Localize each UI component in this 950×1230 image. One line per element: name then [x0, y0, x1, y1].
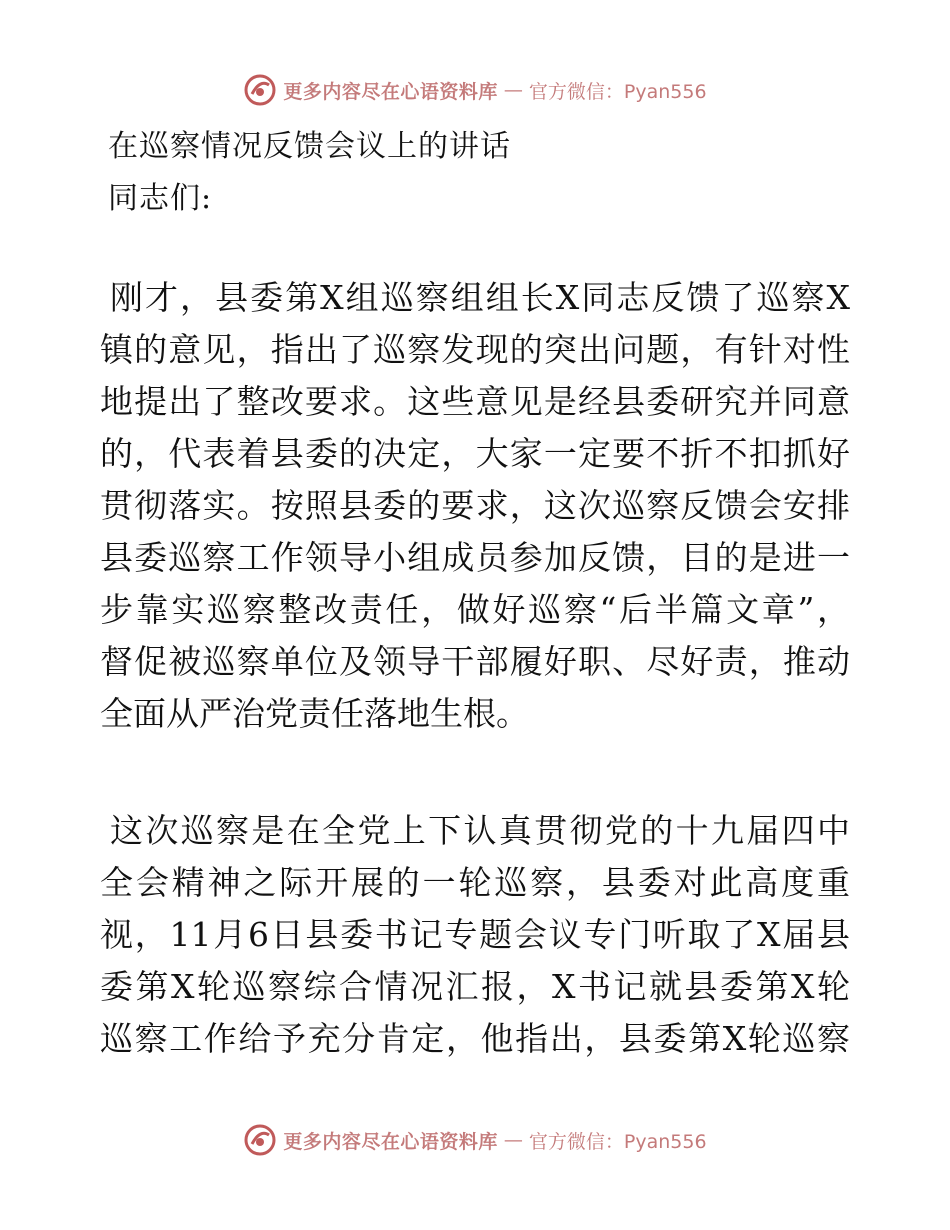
watermark-separator: — [503, 79, 523, 101]
paragraph-line: 的，代表着县委的决定，大家一定要不折不扣抓好 [100, 434, 850, 473]
paragraph-line: 步靠实巡察整改责任，做好巡察“后半篇文章”， [100, 590, 850, 629]
watermark-text: 更多内容尽在心语资料库 [283, 80, 498, 103]
seal-logo-icon [243, 1123, 277, 1157]
watermark-separator: — [503, 1129, 523, 1151]
paragraph-1 [100, 272, 850, 740]
paragraph-line: 贯彻落实。按照县委的要求，这次巡察反馈会安排 [100, 486, 850, 525]
paragraph-line: 委第X轮巡察综合情况汇报，X书记就县委第X轮 [100, 967, 850, 1006]
paragraph-line: 刚才，县委第X组巡察组组长X同志反馈了巡察X [110, 278, 850, 317]
watermark-wechat: 官方微信：Pyan556 [528, 1130, 707, 1153]
paragraph-line: 全会精神之际开展的一轮巡察，县委对此高度重 [100, 863, 850, 902]
paragraph-line: 视，11月6日县委书记专题会议专门听取了X届县 [100, 915, 850, 954]
document-title: 在巡察情况反馈会议上的讲话 [108, 129, 511, 164]
paragraph-2 [100, 805, 850, 1065]
watermark-header [0, 70, 950, 110]
paragraph-line: 这次巡察是在全党上下认真贯彻党的十九届四中 [110, 811, 850, 850]
paragraph-line: 全面从严治党责任落地生根。 [100, 694, 529, 733]
watermark-footer [0, 1120, 950, 1160]
seal-logo-icon [243, 73, 277, 107]
paragraph-line: 镇的意见，指出了巡察发现的突出问题，有针对性 [100, 330, 850, 369]
greeting: 同志们: [108, 181, 213, 216]
paragraph-line: 巡察工作给予充分肯定，他指出，县委第X轮巡察 [100, 1019, 850, 1058]
watermark-text: 更多内容尽在心语资料库 [283, 1130, 498, 1153]
paragraph-line: 督促被巡察单位及领导干部履好职、尽好责，推动 [100, 642, 850, 681]
paragraph-line: 县委巡察工作领导小组成员参加反馈，目的是进一 [100, 538, 850, 577]
watermark-wechat: 官方微信：Pyan556 [528, 80, 707, 103]
paragraph-line: 地提出了整改要求。这些意见是经县委研究并同意 [100, 382, 850, 421]
